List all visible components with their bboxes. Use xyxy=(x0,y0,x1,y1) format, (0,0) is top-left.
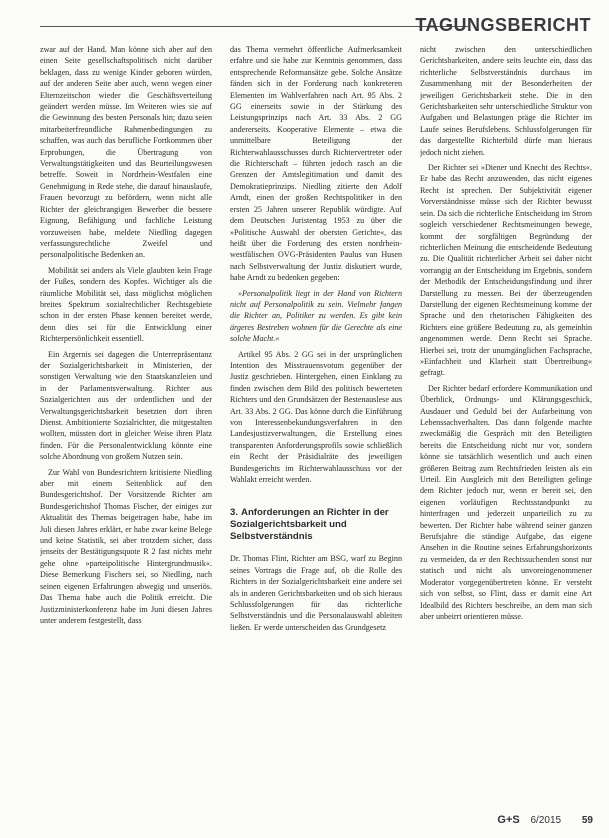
paragraph: nicht zwischen den unterschiedlichen Gerichtsbarkeiten, andere seits leuchte ein, dass das richterliche Selbstverständnis durchaus im Zusammenhang mit der Besonderheiten der jeweiligen Gerichtsbarkeit stehe. Die in den Gerichtsbarkeiten sehr unterschiedliche Struktur von Aufgaben und Belastungen präge die Richter im Laufe seines Berufslebens. Schlussfolgerungen für das dargestellte Richterbild dürfe man hieraus jedoch nicht ziehen. xyxy=(420,45,592,157)
article-body xyxy=(40,44,592,802)
paragraph: Dr. Thomas Flint, Richter am BSG, warf zu Beginn seines Vortrags die Frage auf, ob die Rolle des Richters in der Sozialgerichtsbarkeit eine andere sei als in anderen Gerichtsbarkeiten und ob sich hieraus Schlussfolgerungen für das richterliche Selbstverständnis und die Personalauswahl ableiten ließen. Er werde unterscheiden das Grundgesetz xyxy=(230,554,402,632)
paragraph: zwar auf der Hand. Man könne sich aber auf den einen Seite gesellschaftspolitisch nicht darüber beklagen, dass zu wenige Kinder geboren würden, auf der anderen Seite aber auch, wenn wegen einer Elternzeitschon wieder die Geschäftsverteilung geändert werden müsse. Im Weiteren wies sie auf die Gewinnung des besten Personals hin; dazu seien mitarbeiterfreundliche Rahmenbedingungen zu schaffen, was auch das berufliche Fortkommen über Erprobungen, die Übertragung von Verwaltungstätigkeiten und das Beurteilungswesen betreffe. Soweit in Nordrhein-Westfalen eine Genehmigung in Rede stehe, die darauf hinauslaufe, Frauen bevorzugt zu befördern, wenn nicht alle Richter der gleichrangigen Bewerber die bessere Eignung, Befähigung und fachliche Leistung vorzuweisen habe, meldete Niedling dagegen verfassungsrechtliche Zweifel und personalpolitische Bedenken an. xyxy=(40,45,212,260)
paragraph: Artikel 95 Abs. 2 GG sei in der ursprünglichen Intention des Misstrauensvotum gegenüber der Justiz geschrieben. Hintergehen, einen Einklang zu finden zwischen dem Bild des politisch bewerteten Richters und den Grundsätzen der Bestenauslese aus Art. 33 Abs. 2 GG. Das könne durch die Einführung von Interessenbekundungsverfahren in den Landesjustizverwaltungen, die Erstellung eines transparenten Anforderungsprofils sowie schließlich ein Recht der Präsidialräte des jeweiligen Bundesgerichts im Richterwahlausschuss vor der Wahlakt erreicht werden. xyxy=(230,349,402,485)
quote-paragraph: »Personalpolitik liegt in der Hand von Richtern nicht auf Personalpolitik zu sein. Vielmehr fangen die Richter an, Politiker zu werden. Es gibt kein ärgeres Bestreben wohnen für die Gerechte als eine solche Macht.« xyxy=(230,288,402,344)
page-footer xyxy=(497,814,593,826)
column-2 xyxy=(230,44,402,802)
paragraph: Der Richter sei »Diener und Knecht des Rechts«. Er habe das Recht anzuwenden, das nicht eigenes Recht ist sprechen. Der Subjektivität eigener Vorverständnisse müsse sich der Richter bewusst sein. Da sich die richterliche Entscheidung im Strom sogleich verschiedener Rechtsmeinungen bewege, kommt der sorgfältigen Begründung der richterlichen Meinung die entscheidende Bedeutung zu. Die Qualität richterlicher Arbeit sei daher nicht vorrangig an der Entscheidung im Ergebnis, sondern der Methodik der Entscheidungsfindung und ihrer Darstellung zu messen. Bei der überzeugenden Darstellung der eigenen Rechtsmeinung komme der Sprache und den rhetorischen Fähigkeiten des Richters eine größere Bedeutung zu, als gemeinhin angenommen werde. Denn Recht sei Sprache. Hierbei sei, trotz der unumgänglichen Fachsprache, »Einfachheit und Klarheit statt Übertreibung« gefragt. xyxy=(420,163,592,378)
column-1 xyxy=(40,44,212,802)
paragraph: Ein Argernis sei dagegen die Unterrepräsentanz der Sozialgerichtsbarkeit in Ministerien, der sonstigen Verwaltung wie den Staatskanzleien und in der Parlamentsverwaltung. Richter aus Sozialgerichten aus der ordentlichen und der Verwaltungsgerichtsbarkeit besetzten dort ihren Dienst. Ambitionierte Sozialrichter, die mitgestalten wollten, müssten dort in gleicher Weise ihren Platz finden. Für die Personalentwicklung könnte eine solche Abordnung von großem Nutzen sein. xyxy=(40,349,212,462)
column-3 xyxy=(420,44,592,802)
section-heading xyxy=(230,507,402,543)
issue-number: 6/2015 xyxy=(530,815,562,826)
section-title: TAGUNGSBERICHT xyxy=(415,15,591,35)
page-number: 59 xyxy=(581,815,593,826)
paragraph: das Thema vermehrt öffentliche Aufmerksamkeit erfahre und sie habe zur Kenntnis genommen, dass entsprechende Reformansätze gebe. Solche Ansätze fänden sich in der Forderung nach konkreteren Elementen im Wahlverfahren nach Art. 95 Abs. 2 GG einerseits sowie in der Stärkung des Leistungsprinzips nach Art. 33 Abs. 2 GG andererseits. Kooperative Elemente – etwa die unmittelbare Beteiligung der Richterwahlausschusses durch Richtervertreter oder die Richterschaft – führten jedoch rasch an die Grenzen der Amtslegitimation und damit des Demokratieprinzips. Niedling zitierte den Adolf Arndt, einen der großen Rechtspolitiker in den ersten 25 Jahren unserer Republik würdigte. Auf dem Deutschen Juristentag 1953 zu über die »Politische Auswahl der obersten Gerichte«, das heißt über die Forderung des ersten nordrhein-westfälischen OVG-Präsidenten Paulus van Husen nach Selbstverwaltung der Justiz diskutiert wurde, habe Arndt zu bedenken gegeben: xyxy=(230,45,402,283)
paragraph: Mobilität sei anders als Viele glaubten kein Frage der Fußes, sondern des Kopfes. Wichtiger als die räumliche Mobilität sei, dass möglichst möglichen breites Spektrum sozialrechtlicher Rechtsgebiete schon in der ersten Phase kennen bereitet werde, denn dies sei für die Entwicklung einer Richterpersönlichkeit essentiell. xyxy=(40,265,212,344)
section-heading-text: Anforderungen an Richter in der Sozialgerichtsbarkeit und Selbstverständnis xyxy=(230,507,389,543)
paragraph: Der Richter bedarf erfordere Kommunikation und Überblick, Ordnungs- und Klärungsgeschick, Ausdauer und Geduld bei der Aufarbeitung von Lebenssachverhalten. Das dann folgende machte zweckmäßig die Gespräch mit den Beteiligten bereits die Entscheidung nicht nur vor, sondern könne sie tatsächlich wesentlich und auch einen größeren Beitrag zum Rechtsfrieden leisten als ein Urteil. Ein Ausgleich mit den Beteiligten gelinge dem Richter jedoch nur, wenn er bereit sei, den eigenen vorläufigen Rechtsstandpunkt zu hinterfragen und jederzeit unparteilich zu zu bewerten. Der Richter habe während seiner ganzen Berufsjahre die ständige Aufgabe, das eigene Ansehen in die Routine seines Erfahrungshorizonts zu vermeiden, da er den Rechtssuchenden sonst nur statisch und nicht als unvoreingenommener Moderator vorgegenübertreten könne. Er versteht sich von selbst, so Flint, dass er damit eine Art Idealbild des Richters beschreibe, an dem man sich aber unbeirrt orientieren müsse. xyxy=(420,383,592,621)
paragraph: Zur Wahl von Bundesrichtern kritisierte Niedling aber mit einem Seitenblick auf den Bundesgerichtshof. Der Vorsitzende Richter am Bundesgerichtshof Thomas Fischer, der einiges zur Aktualität des Themas beigetragen habe, habe im Juli diesen Jahres erklärt, er habe zwar keine Belege und keine Statistik, sei aber trotzdem sicher, dass jenseits der Bestätigungsquote R 2 fast nichts mehr gehe ohne »parteipolitische Hintergrundmusik«. Diese Bemerkung Fischers sei, so Niedling, nach seinen eigenen Erfahrungen abwegig und unseriös. Das Thema habe auch die Politik erreicht. Die Justizministerkonferenz habe im Juni diesen Jahres unter anderem festgestellt, dass xyxy=(40,467,212,625)
section-heading-number: 3. xyxy=(230,507,239,519)
header-rule xyxy=(40,26,468,27)
journal-logo: G+S xyxy=(497,814,520,826)
